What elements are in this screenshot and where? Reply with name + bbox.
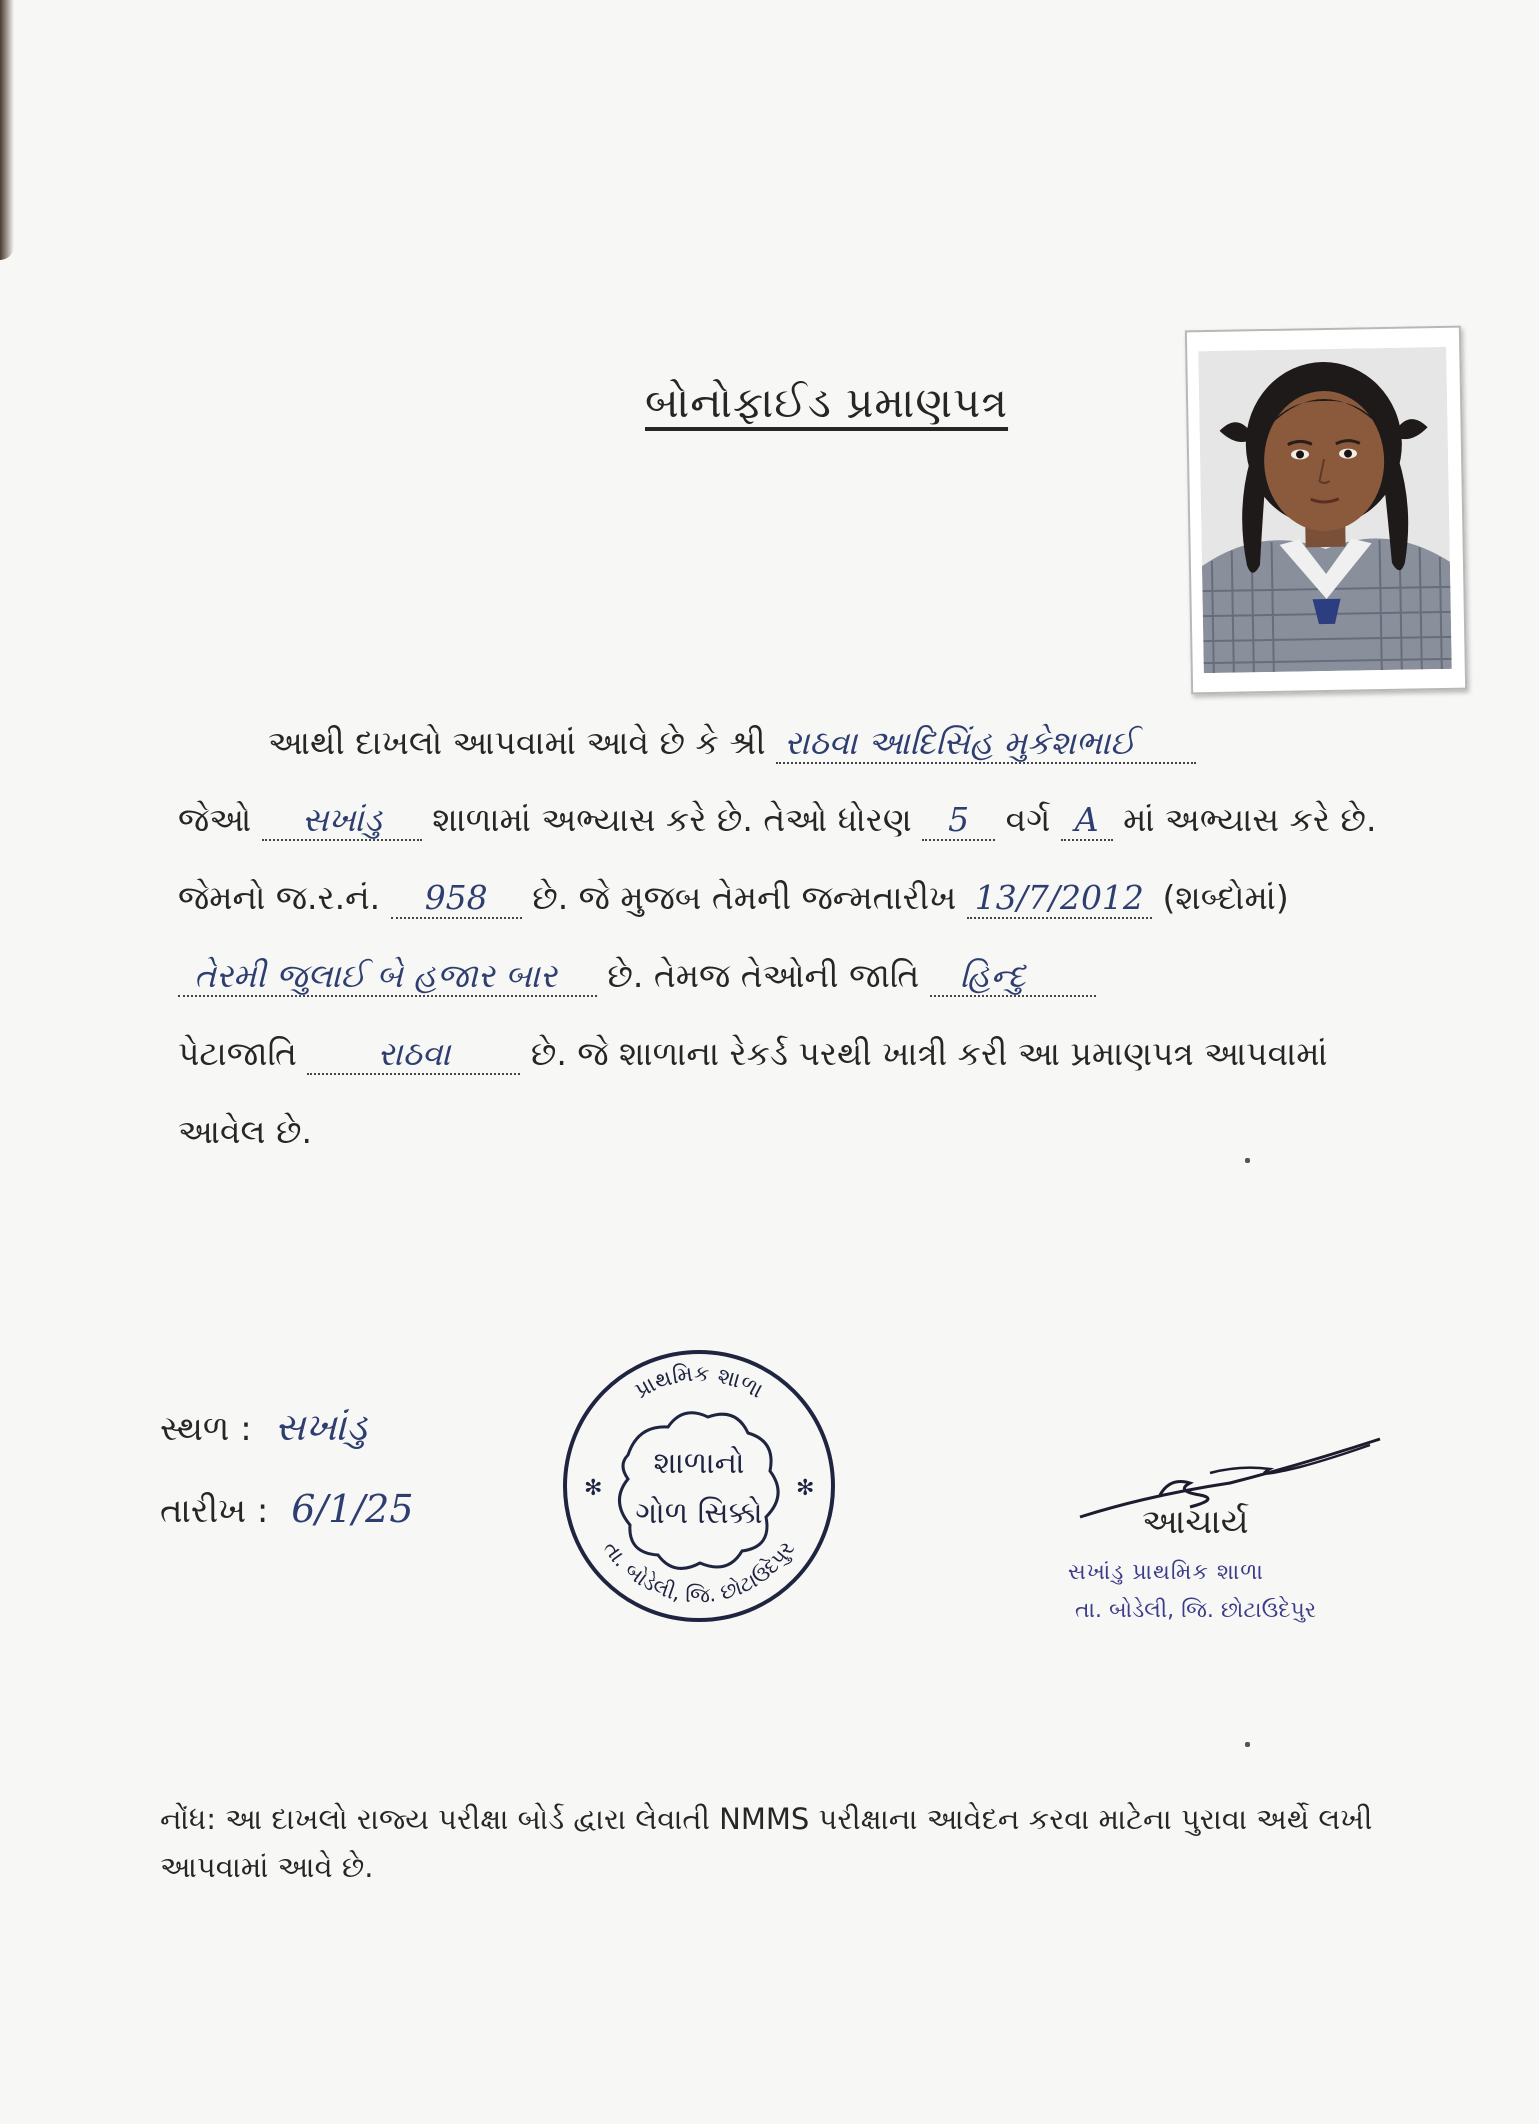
sub-caste-value: રાઠવા (307, 1034, 520, 1075)
text-intro: આથી દાખલો આપવામાં આવે છે કે શ્રી (268, 723, 766, 762)
text-birthdate-label: છે. જે મુજબ તેમની જન્મતારીખ (532, 878, 957, 917)
standard-value: 5 (922, 800, 995, 841)
signature-place: તા. બોડેલી, જિ. છોટાઉદેપુર (1075, 1598, 1317, 1623)
place-value: સખાંડુ (274, 1405, 367, 1449)
signature-school-name: સખાંડુ પ્રાથમિક શાળા (1068, 1560, 1264, 1585)
text-jeo: જેઓ (178, 800, 252, 839)
school-name: સખાંડુ (262, 800, 422, 841)
text-register-label: જેમનો જ.ર.નં. (178, 878, 381, 917)
birth-date: 13/7/2012 (967, 878, 1152, 919)
scan-speck (1245, 1742, 1250, 1747)
division-value: A (1061, 800, 1113, 841)
body-line-3 (178, 878, 1289, 918)
page-edge-shadow (0, 0, 14, 260)
signature-title: આચાર્ય (1142, 1502, 1249, 1542)
stamp-top-text: પ્રાથમિક શાળા (630, 1361, 767, 1404)
body-line-2 (178, 800, 1376, 840)
svg-text:પ્રાથમિક શાળા (631, 1362, 767, 1404)
place-field (160, 1405, 367, 1450)
stamp-center-line-2: ગોળ સિક્કો (635, 1496, 763, 1531)
stamp-center-line-1: શાળાનો (653, 1446, 745, 1481)
student-photo (1185, 326, 1467, 695)
text-record-verified: છે. જે શાળાના રેકર્ડ પરથી ખાત્રી કરી આ પ્રમાણપત્ર આપવામાં (530, 1034, 1328, 1073)
text-issued: આવેલ છે. (178, 1112, 312, 1151)
stamp-bottom-text: તા. બોડેલી, જિ. છોટાઉદેપુર (598, 1536, 800, 1608)
text-subcaste-label: પેટાજાતિ (178, 1034, 297, 1073)
body-line-4 (178, 956, 1096, 996)
stamp-star-icon: ✻ (796, 1476, 815, 1501)
caste-value: હિન્દુ (930, 956, 1096, 997)
school-round-stamp (558, 1345, 840, 1631)
text-caste-label: છે. તેમજ તેઓની જાતિ (607, 956, 920, 995)
register-number: 958 (391, 878, 522, 919)
text-studying: માં અભ્યાસ કરે છે. (1123, 800, 1377, 839)
text-school-study: શાળામાં અભ્યાસ કરે છે. તેઓ ધોરણ (432, 800, 912, 839)
body-line-1 (268, 723, 1196, 763)
scan-speck (1245, 1158, 1250, 1163)
date-field (160, 1487, 414, 1531)
svg-text:તા. બોડેલી, જિ. છોટાઉદેપુર (599, 1537, 800, 1607)
birth-date-words: તેરમી જુલાઈ બે હજાર બાર (178, 956, 597, 997)
place-label: સ્થળ : (160, 1409, 252, 1449)
body-line-6 (178, 1112, 312, 1152)
footnote: નોંધ: આ દાખલો રાજ્ય પરીક્ષા બોર્ડ દ્વારા લેવાતી NMMS પરીક્ષાના આવેદન કરવા માટેના પુરાવા અર્થે લખી આપવામાં આવે છે. (160, 1802, 1373, 1884)
text-varg: વર્ગ (1005, 800, 1051, 839)
student-name: રાઠવા આદિસિંહ મુકેશભાઈ (776, 723, 1196, 764)
body-line-5 (178, 1034, 1328, 1074)
date-label: તારીખ : (160, 1491, 269, 1531)
certificate-title: બોનોફાઈડ પ્રમાણપત્ર (645, 378, 1009, 427)
text-in-words: (શબ્દોમાં) (1162, 878, 1289, 917)
date-value: 6/1/25 (291, 1487, 414, 1531)
stamp-star-icon: ✻ (584, 1476, 603, 1501)
